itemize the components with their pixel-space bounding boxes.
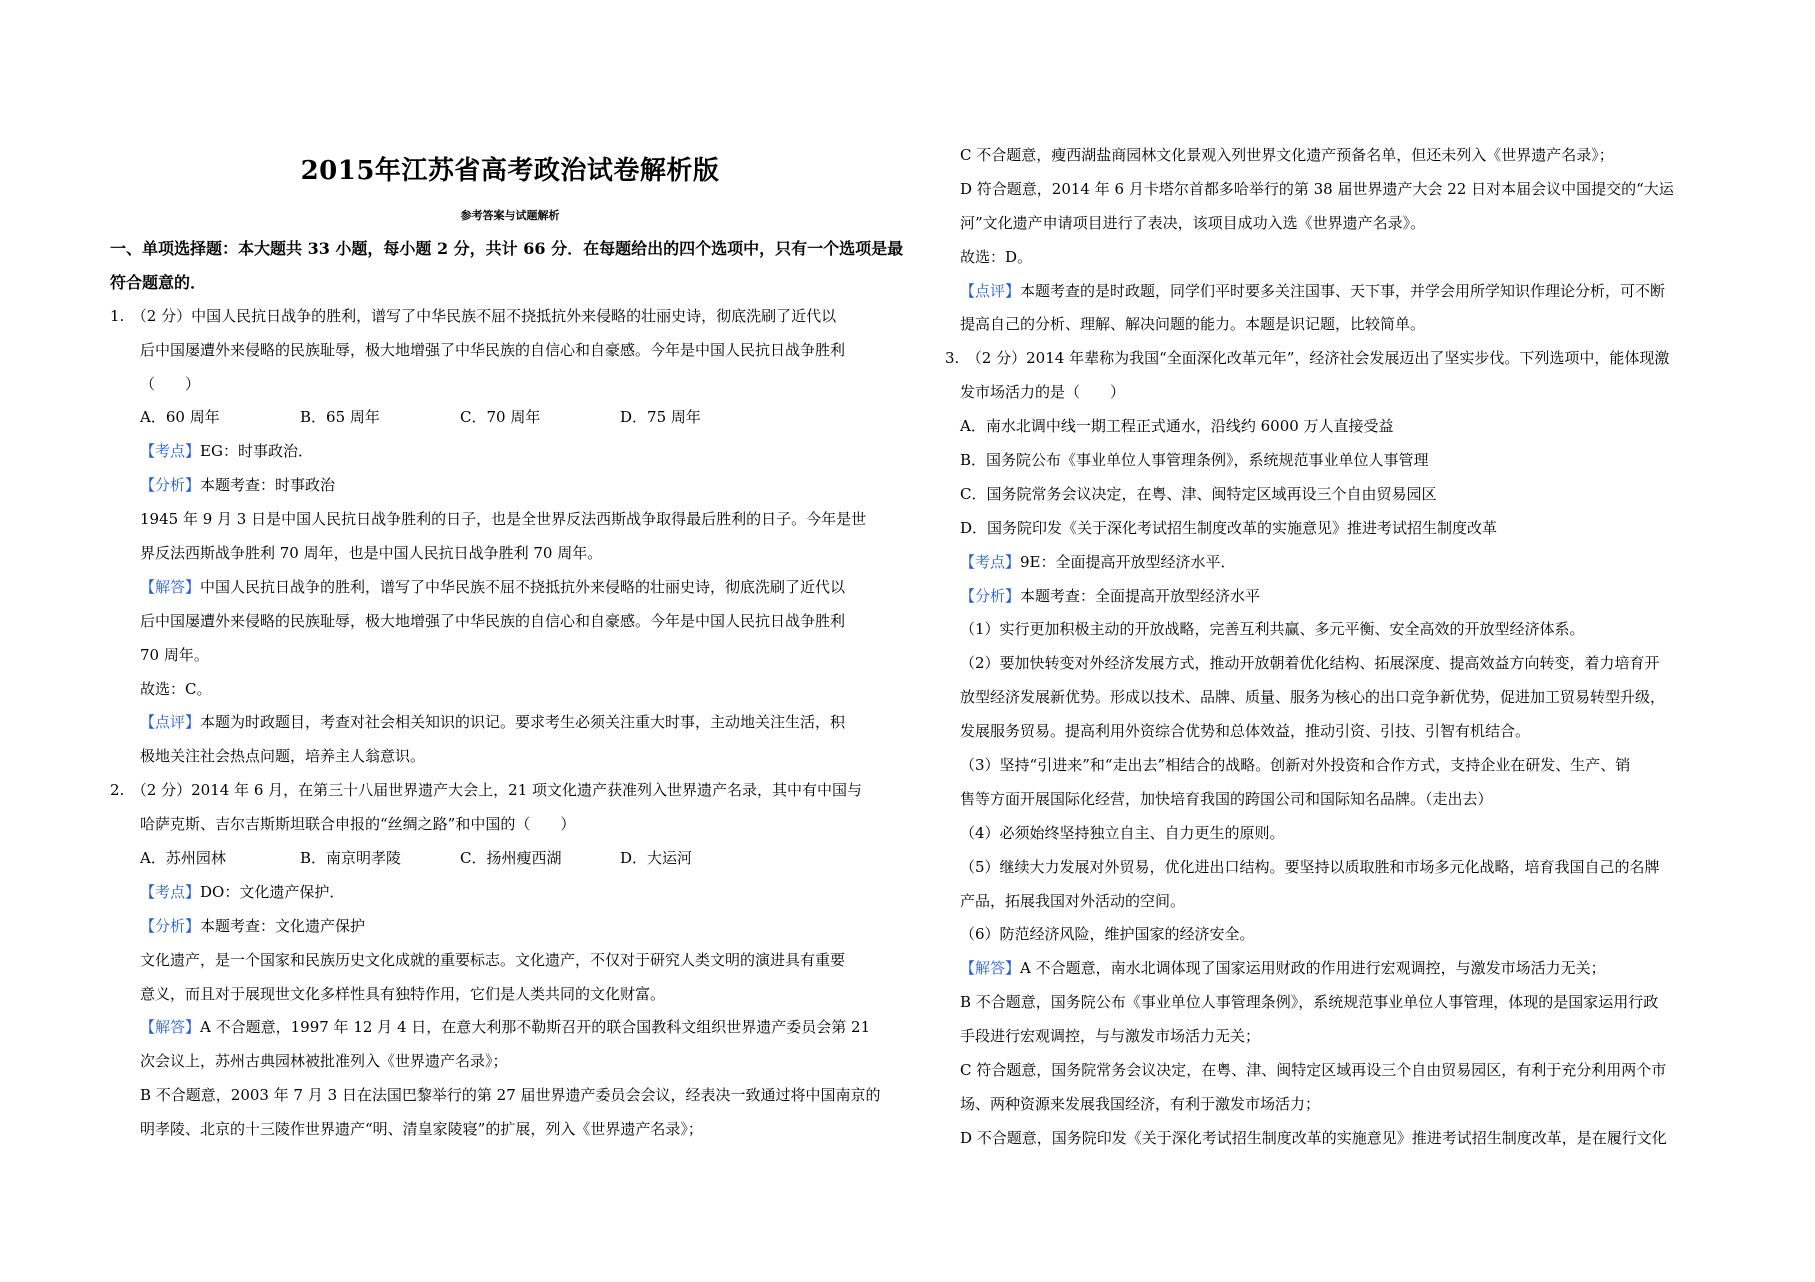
answer-options xyxy=(110,842,910,876)
line-text: C．国务院常务会议决定，在粤、津、闽特定区域再设三个自由贸易园区 xyxy=(960,484,1437,503)
line-text: （4）必须始终坚持独立自主、自力更生的原则。 xyxy=(960,823,1285,842)
section-tag: 【考点】 xyxy=(140,442,201,461)
text-line xyxy=(110,300,910,334)
line-text: 意义，而且对于展现世文化多样性具有独特作用，它们是人类共同的文化财富。 xyxy=(140,984,666,1003)
text-line xyxy=(945,952,1725,986)
line-text: 提高自己的分析、理解、解决问题的能力。本题是识记题，比较简单。 xyxy=(960,315,1426,334)
line-text: 发展服务贸易。提高利用外资综合优势和总体效益，推动引资、引技、引智有机结合。 xyxy=(960,722,1531,741)
text-line xyxy=(110,266,910,300)
text-line xyxy=(110,944,910,978)
line-text: 发市场活力的是（ ） xyxy=(960,383,1126,402)
text-line xyxy=(110,1113,910,1147)
line-text: 一、单项选择题：本大题共 33 小题，每小题 2 分，共计 66 分．在每题给出的四个选项中，只有一个选项是最 xyxy=(110,239,904,258)
line-text: 手段进行宏观调控，与与激发市场活力无关； xyxy=(960,1027,1261,1046)
text-line xyxy=(110,639,910,673)
text-line xyxy=(110,537,910,571)
text-line xyxy=(110,673,910,707)
line-text: 本题考查：文化遗产保护 xyxy=(200,916,366,935)
line-text: 9E：全面提高开放型经济水平． xyxy=(1020,552,1236,571)
text-line xyxy=(945,783,1725,817)
text-line xyxy=(110,1045,910,1079)
text-line xyxy=(945,885,1725,919)
text-line xyxy=(945,275,1725,309)
section-tag: 【点评】 xyxy=(140,713,201,732)
text-line xyxy=(945,342,1725,376)
text-line xyxy=(945,749,1725,783)
line-text: D 符合题意，2014 年 6 月卡塔尔首都多哈举行的第 38 届世界遗产大会 22 日对本届会议中国提交的“大运 xyxy=(960,179,1674,198)
line-text: 后中国屡遭外来侵略的民族耻辱，极大地增强了中华民族的自信心和自豪感。今年是中国人民抗日战争胜利 xyxy=(140,611,846,630)
text-line xyxy=(110,978,910,1012)
line-text: 次会议上，苏州古典园林被批准列入《世界遗产名录》； xyxy=(140,1052,508,1071)
text-line xyxy=(945,817,1725,851)
line-text: 产品，拓展我国对外活动的空间。 xyxy=(960,891,1186,910)
line-text: 故选：C。 xyxy=(140,679,212,698)
text-line xyxy=(945,241,1725,275)
line-text: DO：文化遗产保护． xyxy=(200,882,345,901)
text-line xyxy=(945,1122,1725,1156)
text-line xyxy=(110,1011,910,1045)
line-text: 界反法西斯战争胜利 70 周年，也是中国人民抗日战争胜利 70 周年。 xyxy=(140,544,603,563)
answer-option: C．扬州瘦西湖 xyxy=(460,849,562,868)
text-line xyxy=(110,774,910,808)
section-tag: 【解答】 xyxy=(140,1018,201,1037)
text-line xyxy=(945,376,1725,410)
text-line xyxy=(110,605,910,639)
line-text: A 不合题意，南水北调体现了国家运用财政的作用进行宏观调控，与激发市场活力无关； xyxy=(1020,959,1606,978)
line-text: 70 周年。 xyxy=(140,645,209,664)
line-text: 文化遗产，是一个国家和民族历史文化成就的重要标志。文化遗产，不仅对于研究人类文明的演进具有重要 xyxy=(140,950,846,969)
line-text: B 不合题意，2003 年 7 月 3 日在法国巴黎举行的第 27 届世界遗产委员会会议，经表决一致通过将中国南京的 xyxy=(140,1086,881,1105)
line-text: 哈萨克斯、吉尔吉斯斯坦联合申报的“丝绸之路”和中国的（ ） xyxy=(140,815,576,834)
line-text: 1945 年 9 月 3 日是中国人民抗日战争胜利的日子，也是全世界反法西斯战争取得最后胜利的日子。今年是世 xyxy=(140,510,867,529)
line-text: （2）要加快转变对外经济发展方式，推动开放朝着优化结构、拓展深度、提高效益方向转变，着力培育开 xyxy=(960,654,1660,673)
line-text: 3. （2 分）2014 年辈称为我国“全面深化改革元年”，经济社会发展迈出了坚实步伐。下列选项中，能体现激 xyxy=(945,349,1670,368)
text-line xyxy=(945,1088,1725,1122)
text-line xyxy=(945,478,1725,512)
section-tag: 【考点】 xyxy=(140,882,201,901)
text-line xyxy=(945,410,1725,444)
line-text: 本题考查：全面提高开放型经济水平 xyxy=(1020,586,1261,605)
line-text: 符合题意的． xyxy=(110,272,207,292)
text-line xyxy=(110,808,910,842)
text-line xyxy=(110,740,910,774)
text-line xyxy=(945,173,1725,207)
text-line xyxy=(945,715,1725,749)
text-line xyxy=(945,986,1725,1020)
text-line xyxy=(945,918,1725,952)
line-text: 故选：D。 xyxy=(960,247,1033,266)
text-line xyxy=(110,334,910,368)
text-line xyxy=(110,1079,910,1113)
line-text: （6）防范经济风险，维护国家的经济安全。 xyxy=(960,925,1255,944)
line-text: C 不合题意，瘦西湖盐商园林文化景观入列世界文化遗产预备名单，但还未列入《世界遗产名录》； xyxy=(960,146,1614,164)
line-text: （3）坚持“引进来”和“走出去”相结合的战略。创新对外投资和合作方式，支持企业在研发、生产、销 xyxy=(960,756,1631,775)
text-line xyxy=(110,469,910,503)
text-line xyxy=(945,308,1725,342)
line-text: 售等方面开展国际化经营，加快培育我国的跨国公司和国际知名品牌。（走出去） xyxy=(960,789,1493,808)
line-text: B 不合题意，国务院公布《事业单位人事管理条例》，系统规范事业单位人事管理，体现的是国家运用行政 xyxy=(960,993,1659,1012)
section-tag: 【考点】 xyxy=(960,552,1021,571)
text-line xyxy=(945,512,1725,546)
line-text: EG：时事政治． xyxy=(200,442,313,461)
text-line xyxy=(110,571,910,605)
text-line xyxy=(110,368,910,402)
section-tag: 【点评】 xyxy=(960,281,1021,300)
text-line xyxy=(945,139,1725,173)
text-line xyxy=(110,910,910,944)
answer-option: A．60 周年 xyxy=(140,408,220,427)
text-line xyxy=(945,546,1725,580)
text-line xyxy=(945,580,1725,614)
line-text: 极地关注社会热点问题，培养主人翁意识。 xyxy=(140,747,426,766)
line-text: 场、两种资源来发展我国经济，有利于激发市场活力； xyxy=(960,1094,1321,1113)
right-text-flow xyxy=(945,139,1725,1156)
text-line xyxy=(945,613,1725,647)
text-line xyxy=(945,207,1725,241)
text-line xyxy=(945,1054,1725,1088)
text-line xyxy=(945,851,1725,885)
text-line xyxy=(110,706,910,740)
section-tag: 【分析】 xyxy=(140,476,201,495)
section-tag: 【分析】 xyxy=(960,586,1021,605)
text-line xyxy=(945,647,1725,681)
answer-option: A．苏州园林 xyxy=(140,849,226,868)
section-tag: 【解答】 xyxy=(140,577,201,596)
section-tag: 【解答】 xyxy=(960,959,1021,978)
line-text: A 不合题意，1997 年 12 月 4 日，在意大利那不勒斯召开的联合国教科文组织世界遗产委员会第 21 xyxy=(200,1018,871,1037)
line-text: （1）实行更加积极主动的开放战略，完善互利共赢、多元平衡、安全高效的开放型经济体系。 xyxy=(960,620,1585,639)
section-tag: 【分析】 xyxy=(140,916,201,935)
left-text-flow xyxy=(110,232,910,1147)
answer-option: B．65 周年 xyxy=(300,408,380,427)
line-text: D 不合题意，国务院印发《关于深化考试招生制度改革的实施意见》推进考试招生制度改革，是在履行文化 xyxy=(960,1128,1667,1147)
text-line xyxy=(945,681,1725,715)
line-text: 明孝陵、北京的十三陵作世界遗产“明、清皇家陵寝”的扩展，列入《世界遗产名录》； xyxy=(140,1120,703,1139)
text-line xyxy=(110,503,910,537)
answer-options xyxy=(110,401,910,435)
text-line xyxy=(945,1020,1725,1054)
text-line xyxy=(945,444,1725,478)
page-subtitle: 参考答案与试题解析 xyxy=(460,209,560,222)
answer-option: D．75 周年 xyxy=(620,408,701,427)
line-text: B．国务院公布《事业单位人事管理条例》，系统规范事业单位人事管理 xyxy=(960,451,1429,470)
answer-option: B．南京明孝陵 xyxy=(300,849,402,868)
line-text: 放型经济发展新优势。形成以技术、品牌、质量、服务为核心的出口竞争新优势，促进加工贸易转型升级， xyxy=(960,688,1666,707)
line-text: 1. （2 分）中国人民抗日战争的胜利，谱写了中华民族不屈不挠抵抗外来侵略的壮丽史诗，彻底洗刷了近代以 xyxy=(110,306,837,325)
line-text: 中国人民抗日战争的胜利，谱写了中华民族不屈不挠抵抗外来侵略的壮丽史诗，彻底洗刷了近代以 xyxy=(200,577,846,596)
line-text: D．国务院印发《关于深化考试招生制度改革的实施意见》推进考试招生制度改革 xyxy=(960,518,1498,537)
line-text: 本题为时政题目，考查对社会相关知识的识记。要求考生必须关注重大时事，主动地关注生活，积 xyxy=(200,713,846,732)
text-line xyxy=(110,232,910,266)
answer-option: C．70 周年 xyxy=(460,408,541,427)
line-text: C 符合题意，国务院常务会议决定，在粤、津、闽特定区域再设三个自由贸易园区，有利于充分利用两个市 xyxy=(960,1061,1667,1080)
line-text: 后中国屡遭外来侵略的民族耻辱，极大地增强了中华民族的自信心和自豪感。今年是中国人民抗日战争胜利 xyxy=(140,340,846,359)
line-text: 2. （2 分）2014 年 6 月，在第三十八届世界遗产大会上，21 项文化遗产获准列入世界遗产名录，其中有中国与 xyxy=(110,781,863,800)
line-text: 本题考查的是时政题，同学们平时要多关注国事、天下事，并学会用所学知识作理论分析，可不断 xyxy=(1020,281,1666,300)
line-text: A．南水北调中线一期工程正式通水，沿线约 6000 万人直接受益 xyxy=(960,417,1394,436)
line-text: 本题考查：时事政治 xyxy=(200,476,336,495)
text-line xyxy=(110,876,910,910)
answer-option: D．大运河 xyxy=(620,849,693,868)
line-text: （ ） xyxy=(140,374,201,393)
line-text: （5）继续大力发展对外贸易，优化进出口结构。要坚持以质取胜和市场多元化战略，培育我国自己的名牌 xyxy=(960,857,1660,876)
line-text: 河”文化遗产申请项目进行了表决，该项目成功入选《世界遗产名录》。 xyxy=(960,213,1426,232)
text-line xyxy=(110,435,910,469)
page-title: 2015年江苏省高考政治试卷解析版 xyxy=(300,156,720,186)
